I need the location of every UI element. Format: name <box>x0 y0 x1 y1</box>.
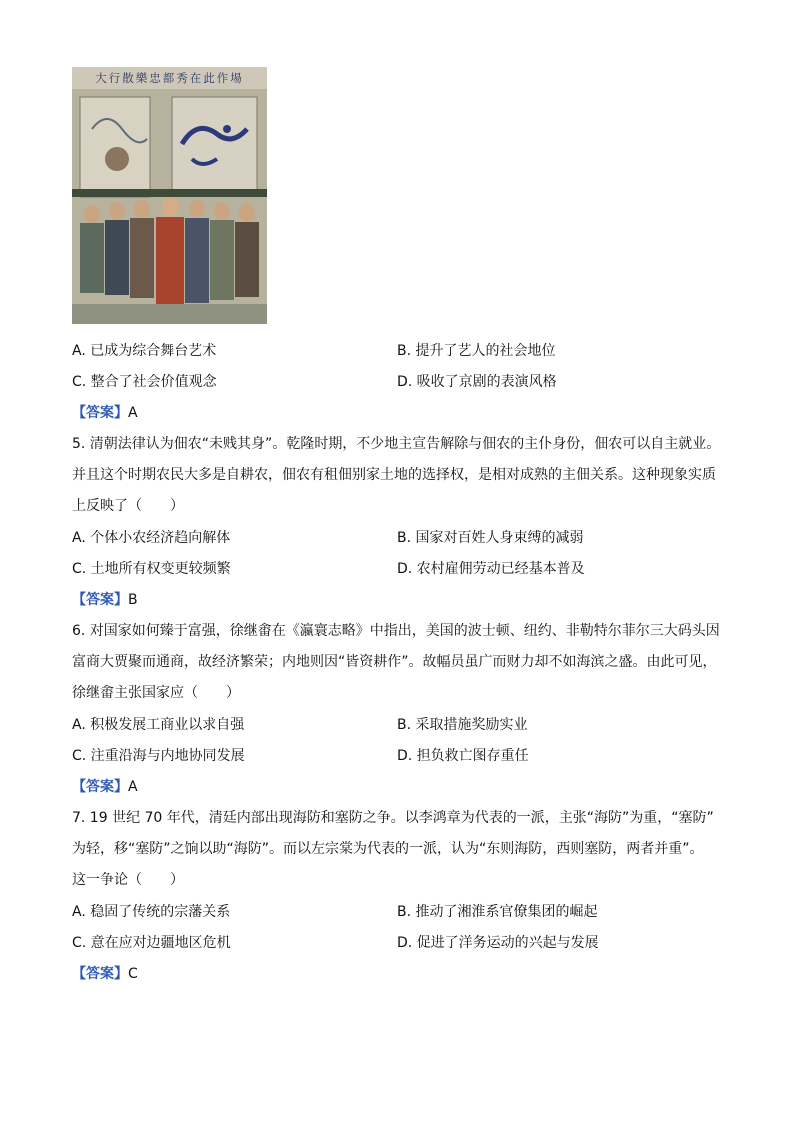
q5-option-c: C. 土地所有权变更较频繁 <box>72 561 231 577</box>
q7-stem-line1: 7. 19 世纪 70 年代，清廷内部出现海防和塞防之争。以李鸿章为代表的一派，主张“海防”为重，“塞防” <box>72 810 714 826</box>
q6-option-b: B. 采取措施奖励实业 <box>397 717 528 733</box>
q4-option-a: A. 已成为综合舞台艺术 <box>72 343 217 359</box>
q4-answer <box>72 402 138 422</box>
q7-stem-line2: 为轻，移“塞防”之饷以助“海防”。而以左宗棠为代表的一派，认为“东则海防，西则塞防，两者并重”。 <box>72 841 704 857</box>
q6-option-a: A. 积极发展工商业以求自强 <box>72 717 245 733</box>
q5-option-b: B. 国家对百姓人身束缚的减弱 <box>397 530 584 546</box>
mural-banner <box>72 67 267 90</box>
q7-answer <box>72 963 138 983</box>
q5-stem-line1: 5. 清朝法律认为佃农“未贱其身”。乾隆时期，不少地主宣告解除与佃农的主仆身份，佃农可以自主就业。 <box>72 436 721 452</box>
q6-option-c: C. 注重沿海与内地协同发展 <box>72 748 245 764</box>
mural-image <box>72 67 267 324</box>
q5-answer-label: 【答案】 <box>72 592 128 608</box>
q5-stem-line2: 并且这个时期农民大多是自耕农，佃农有租佃别家土地的选择权，是相对成熟的主佃关系。这种现象实质 <box>72 467 716 483</box>
q5-answer <box>72 589 138 609</box>
q7-answer-value: C <box>128 966 138 982</box>
q7-option-c: C. 意在应对边疆地区危机 <box>72 935 231 951</box>
q4-option-c: C. 整合了社会价值观念 <box>72 374 217 390</box>
q5-option-a: A. 个体小农经济趋向解体 <box>72 530 231 546</box>
q7-option-b: B. 推动了湘淮系官僚集团的崛起 <box>397 904 598 920</box>
q4-answer-label: 【答案】 <box>72 405 128 421</box>
q6-stem-line3: 徐继畬主张国家应（ ） <box>72 685 240 701</box>
q5-stem-line3: 上反映了（ ） <box>72 498 184 514</box>
q6-option-d: D. 担负救亡图存重任 <box>397 748 529 764</box>
q7-stem-line3: 这一争论（ ） <box>72 872 184 888</box>
mural-banner-text: 大行散樂忠都秀在此作場 <box>95 71 244 85</box>
mural-painting <box>72 89 267 324</box>
q7-option-d: D. 促进了洋务运动的兴起与发展 <box>397 935 599 951</box>
q7-answer-label: 【答案】 <box>72 966 128 982</box>
q6-answer-value: A <box>128 779 138 795</box>
q6-stem-line1: 6. 对国家如何臻于富强，徐继畬在《瀛寰志略》中指出，美国的波士顿、纽约、非勒特尔菲尔三大码头因 <box>72 623 720 639</box>
q4-option-b: B. 提升了艺人的社会地位 <box>397 343 556 359</box>
q6-answer <box>72 776 138 796</box>
q6-answer-label: 【答案】 <box>72 779 128 795</box>
q7-option-a: A. 稳固了传统的宗藩关系 <box>72 904 231 920</box>
q4-answer-value: A <box>128 405 138 421</box>
q4-option-d: D. 吸收了京剧的表演风格 <box>397 374 557 390</box>
q6-stem-line2: 富商大贾聚而通商，故经济繁荣；内地则因“皆资耕作”。故幅员虽广而财力却不如海滨之盛。由此可见， <box>72 654 717 670</box>
q5-option-d: D. 农村雇佣劳动已经基本普及 <box>397 561 585 577</box>
q5-answer-value: B <box>128 592 138 608</box>
